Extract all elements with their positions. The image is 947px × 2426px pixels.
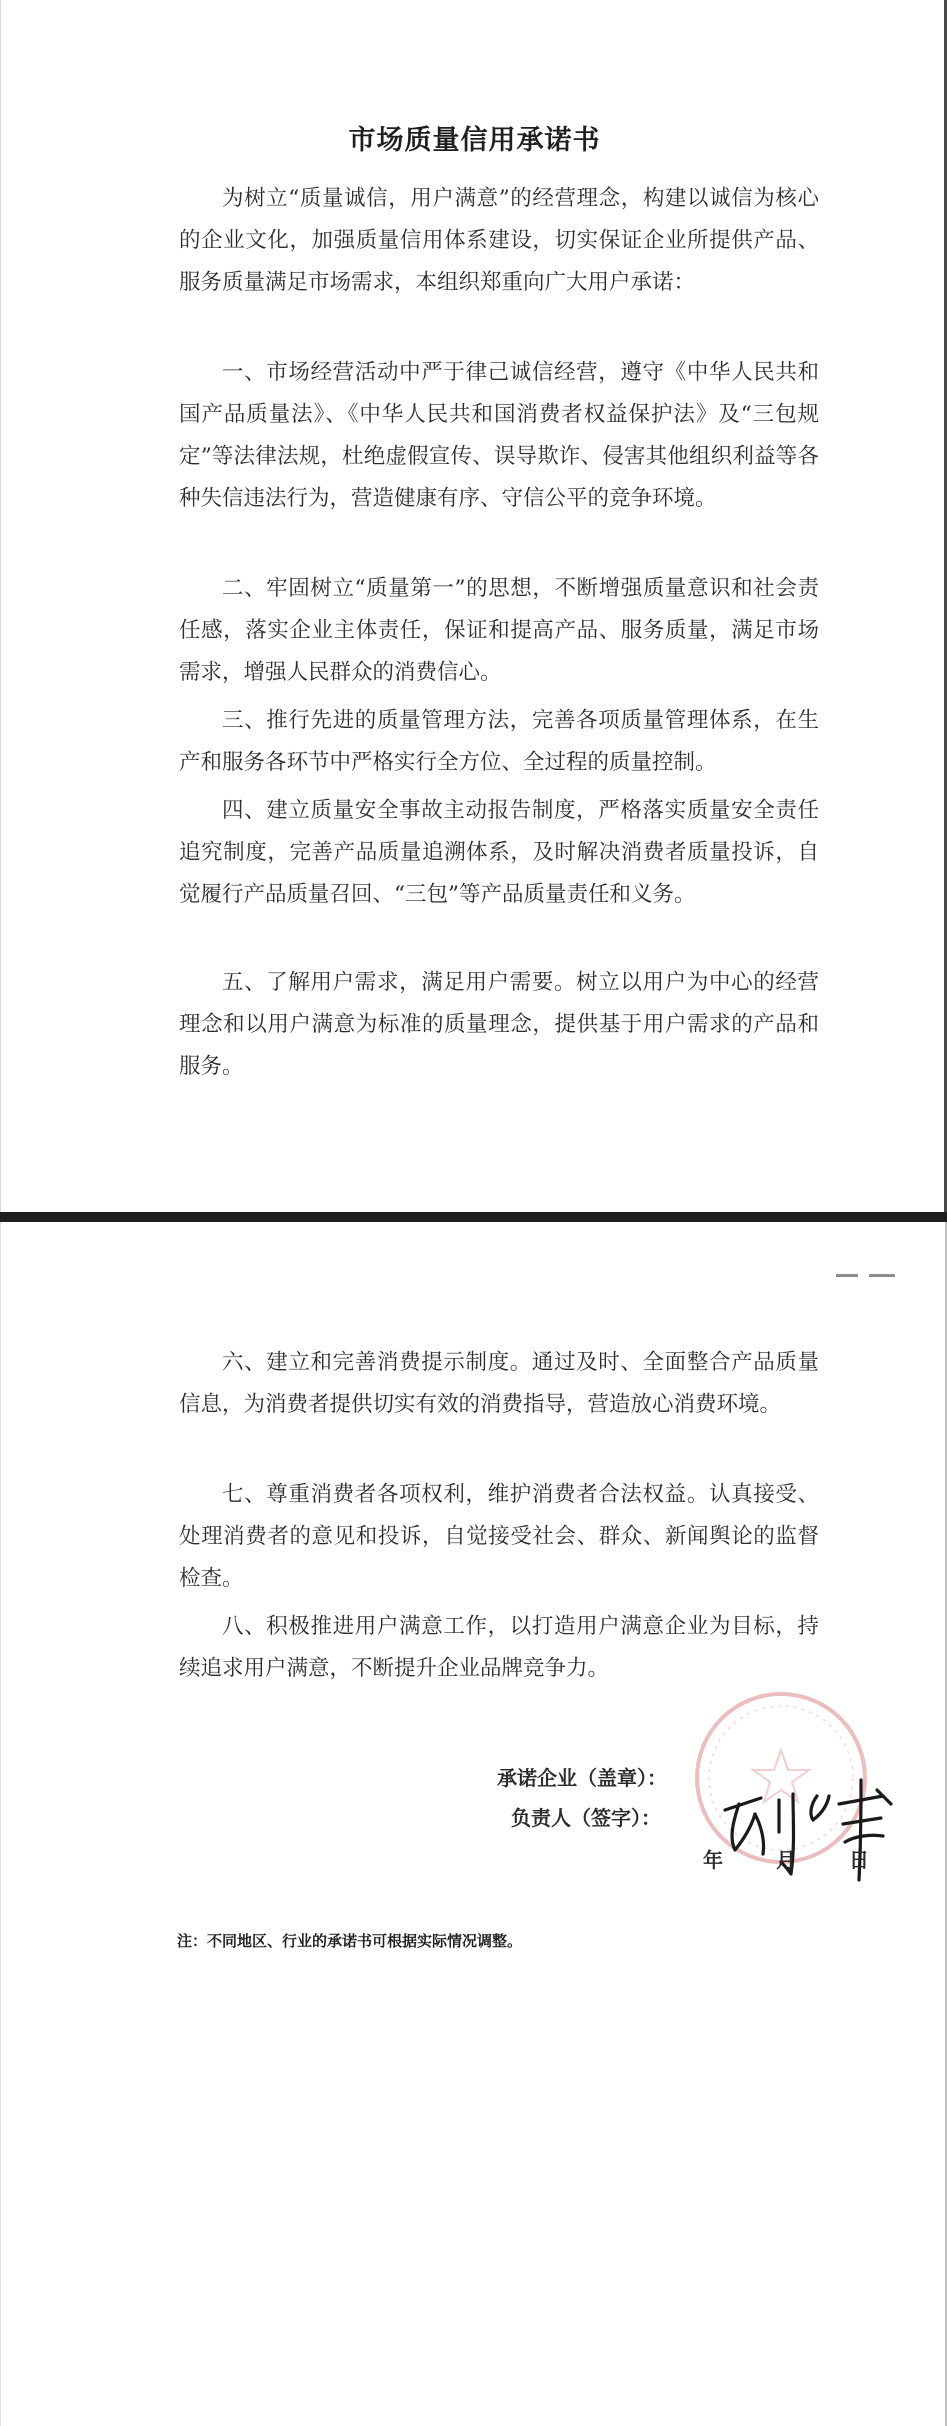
signature-date bbox=[703, 1844, 869, 1873]
date-year-label: 年 bbox=[703, 1848, 723, 1872]
document-page-1 bbox=[0, 0, 947, 1212]
commitment-5: 五、了解用户需求，满足用户需要。树立以用户为中心的经营理念和以用户满意为标准的质量理念，提供基于用户需求的产品和服务。 bbox=[179, 970, 819, 1079]
intro-paragraph: 为树立“质量诚信，用户满意”的经营理念，构建以诚信为核心的企业文化，加强质量信用体系建设，切实保证企业所提供产品、服务质量满足市场需求，本组织郑重向广大用户承诺： bbox=[179, 186, 819, 295]
company-seal-label: 承诺企业（盖章）： bbox=[497, 1766, 667, 1790]
footnote: 注：不同地区、行业的承诺书可根据实际情况调整。 bbox=[177, 1932, 523, 1950]
commitment-1: 一、市场经营活动中严于律己诚信经营，遵守《中华人民共和国产品质量法》、《中华人民共和国消费者权益保护法》及“三包规定”等法律法规，杜绝虚假宣传、误导欺诈、侵害其他组织利益等各种失信违法行为，营造健康有序、守信公平的竞争环境。 bbox=[179, 360, 819, 511]
commitment-6: 六、建立和完善消费提示制度。通过及时、全面整合产品质量信息，为消费者提供切实有效的消费指导，营造放心消费环境。 bbox=[179, 1350, 819, 1417]
responsible-person-label: 负责人（签字）： bbox=[511, 1806, 661, 1830]
scan-mark bbox=[836, 1274, 858, 1277]
date-day-label: 日 bbox=[848, 1848, 869, 1872]
commitment-3: 三、推行先进的质量管理方法，完善各项质量管理体系，在生产和服务各环节中严格实行全方位、全过程的质量控制。 bbox=[179, 708, 819, 775]
scan-mark bbox=[869, 1274, 895, 1277]
commitment-2: 二、牢固树立“质量第一”的思想，不断增强质量意识和社会责任感，落实企业主体责任，保证和提高产品、服务质量，满足市场需求，增强人民群众的消费信心。 bbox=[179, 576, 819, 685]
document-page-2 bbox=[0, 1222, 947, 2426]
commitment-7: 七、尊重消费者各项权利，维护消费者合法权益。认真接受、处理消费者的意见和投诉，自觉接受社会、群众、新闻舆论的监督检查。 bbox=[179, 1482, 819, 1591]
document-title: 市场质量信用承诺书 bbox=[348, 125, 601, 156]
commitment-4: 四、建立质量安全事故主动报告制度，严格落实质量安全责任追究制度，完善产品质量追溯体系，及时解决消费者质量投诉，自觉履行产品质量召回、“三包”等产品质量责任和义务。 bbox=[179, 798, 819, 907]
page-gap bbox=[0, 1212, 947, 1222]
commitment-8: 八、积极推进用户满意工作，以打造用户满意企业为目标，持续追求用户满意，不断提升企业品牌竞争力。 bbox=[179, 1614, 819, 1681]
date-month-label: 月 bbox=[775, 1848, 796, 1872]
